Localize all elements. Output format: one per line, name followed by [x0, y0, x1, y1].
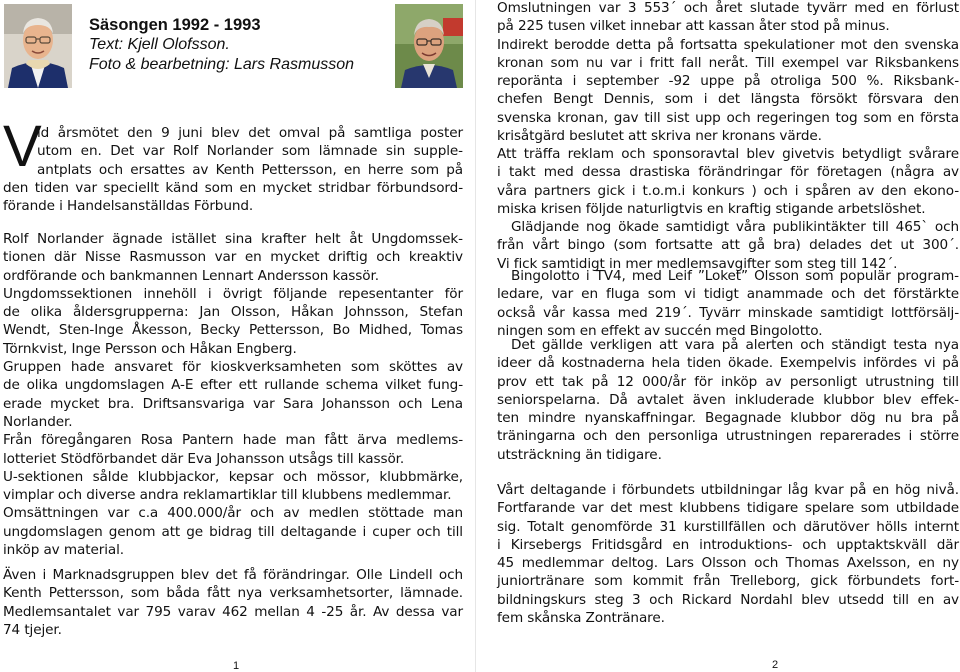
body-line: lotteriet Stödförbandet där Eva Johansson utsågs till kassör. [3, 450, 405, 467]
finance-line: svenska kronan, gav till sist upp och regeringen tog som en första [497, 109, 959, 126]
bingolotto-line: ledare, var en fluga som vi tidigt anammade och det förstärkte [497, 286, 959, 303]
season-title: Säsongen 1992 - 1993 [89, 16, 261, 34]
equipment-line: träningarna och den personliga utrustningen reparerades i större [497, 428, 959, 445]
sponsor-line: i takt med dessa drastiska förändringar för företagen (några av [497, 164, 959, 181]
body-line: Wendt, Sten-Inge Åkesson, Becky Pettersson, Bo Midhed, Tomas [3, 322, 463, 339]
body-line: Törnkvist, Inge Persson och Håkan Engberg. [3, 340, 297, 357]
author-credit: Text: Kjell Olofsson. [89, 36, 230, 53]
body-line: de olika ungdomslagen A-E efter ett rullande schema vilket fung- [3, 377, 463, 394]
intro-paragraph [3, 124, 463, 215]
finance-line: Omslutningen var 3 553´ och året slutade tyvärr med en förlust [497, 0, 959, 16]
bingolotto-line: ningen som en effekt av succén med Bingolotto. [497, 322, 823, 339]
equipment-line: prov ett tak på 12 000/år för inköp av personligt utrustning till [497, 373, 959, 390]
page-divider [475, 0, 476, 672]
equipment-line: utsträckning än tidigare. [497, 446, 662, 463]
body-line: Gruppen hade ansvaret för kioskverksamheten som sköttes av [3, 359, 463, 376]
bingolotto-line: också vår kassa med 219´. Tyvärr minskade samtidigt lottförsälj- [497, 304, 959, 321]
body-line: ordförande och bankmannen Lennart Andersson kassör. [3, 267, 379, 284]
intro-line: förande i Handelsanställdas Förbund. [3, 198, 254, 215]
finance-line: Indirekt berodde detta på fortsatta spekulationer mot den svenska [497, 36, 959, 53]
body-line: U-sektionen sålde klubbjackor, kepsar och mössor, klubbmärke, [3, 468, 463, 485]
equipment-line: Det gällde verkligen att vara på alerten och ständigt testa nya [511, 337, 959, 353]
page-number: 1 [233, 660, 240, 672]
income-paragraph [497, 218, 959, 273]
education-line: Fortfarande var det mest klubbens tidigare spelare som utbildade [497, 500, 959, 517]
intro-line: utom en. Det var Rolf Norlander som lämnade sin supple- [37, 143, 463, 160]
education-line: bildningskurs steg 3 och Rickard Nordahl blev utsedd till en av [497, 591, 959, 608]
finance-line: chefen Bengt Dennis, som i det längsta försökt försvara den [497, 91, 959, 108]
finance-line: kronan som nu var i fritt fall neråt. Till exempel var Riksbankens [497, 54, 959, 71]
body-line: Från föregångaren Rosa Pantern hade man fått ärva medlems- [3, 432, 463, 449]
education-line: sig. Totalt genomförde 31 kurstillfällen och därutöver hölls internt [497, 518, 959, 535]
body-line: inköp av material. [3, 542, 125, 559]
sponsor-paragraph [497, 145, 959, 218]
equipment-line: seniorspelarna. Då avtalet även inkluderade klubbor blev effek- [497, 391, 959, 408]
body-line: tionen där Nisse Rasmusson var en mycket driftig och kreaktiv [3, 249, 463, 266]
body-line: erade mycket bra. Driftsansvariga var Sara Johansson och Lena [3, 395, 463, 412]
finance-line: krisåtgärd beslutet att skriva ner kronans värde. [497, 128, 822, 145]
education-line: fem skånska Zontränare. [497, 610, 665, 627]
equipment-line: ideer då kostnaderna hela tiden ökade. Exempelvis infördes vi på [497, 355, 959, 372]
education-line: 45 medlemmar deltog. Lars Olsson och Thomas Axelsson, en ny [497, 555, 959, 572]
drop-cap: V [3, 114, 42, 179]
finance-line: på 225 tusen vilket innebar att kassan åter stod på minus. [497, 18, 890, 35]
body-line: Omsättningen var c.a 400.000/år och av medlen stöttade man [3, 505, 463, 522]
education-line: juniortränare som kommit från Trelleborg, gick förbundets fort- [497, 573, 959, 590]
body-line: Rolf Norlander ägnade istället sina krafter helt åt Ungdomssek- [3, 231, 463, 247]
body-line: ungdomslagen genom att ge bidrag till deltagande i cuper och till [3, 523, 463, 540]
sponsor-line: miska krisen följde naturligtvis en kraftig stigande arbetslöshet. [497, 200, 926, 217]
income-line: från vårt bingo (som fortsatte att gå bra) delades det ut 300´. [497, 237, 959, 254]
finance-paragraph [497, 0, 959, 145]
intro-line: antplats och ersattes av Kenth Pettersson, en herre som på [37, 161, 463, 178]
photo-credit: Foto & bearbetning: Lars Rasmusson [89, 56, 355, 73]
market-line: Medlemsantalet var 795 varav 462 mellan 4 -25 år. Av dessa var [3, 603, 463, 620]
body-line: Norlander. [3, 413, 73, 430]
body-line: Ungdomssektionen innehöll i övrigt följande repesentanter för [3, 285, 463, 302]
market-line: Även i Marknadsgruppen blev det få förändringar. Olle Lindell och [3, 567, 463, 583]
income-line: Vi fick samtidigt in mer medlemsavgifter som steg till 142´. [497, 255, 898, 272]
bingolotto-paragraph [497, 267, 959, 340]
body-line: de olika åldersgrupperna: Jan Olsson, Håkan Johnsson, Stefan [3, 304, 463, 321]
income-line: Glädjande nog ökade samtidigt våra publikintäkter till 465` och [511, 219, 959, 235]
market-line: Kenth Pettersson, som båda fått nya verksamhetsorter, lämnade. [3, 585, 463, 602]
intro-line: id årsmötet den 9 juni blev det omval på samtliga poster [37, 125, 463, 141]
finance-line: reporänta i september -92 uppe på otroliga 500 %. Riksbank- [497, 73, 959, 90]
education-line: i Kirsebergs Fritidsgård en introduktions- och upptaktskväll där [497, 536, 959, 553]
page-number: 2 [772, 659, 779, 671]
equipment-paragraph [497, 336, 959, 464]
portrait-photo-left [4, 4, 72, 88]
bingolotto-line: Bingolotto i TV4, med Leif ”Loket” Olsson som populär program- [511, 268, 959, 284]
body-line: vimplar och diverse andra reklamartiklar till klubbens medlemmar. [3, 487, 452, 504]
intro-line: den tiden var speciellt känd som en mycket stridbar förbundsord- [3, 179, 463, 196]
sponsor-line: våra partners gick i t.o.m.i konkurs ) och i spåren av den ekono- [497, 182, 959, 199]
education-line: Vårt deltagande i förbundets utbildningar låg kvar på en hög nivå. [497, 482, 959, 498]
education-paragraph [497, 481, 959, 627]
portrait-photo-right [395, 4, 463, 88]
market-group-paragraph [3, 566, 463, 639]
youth-section-paragraph [3, 230, 463, 559]
equipment-line: ten mindre nyanskaffningar. Begagnade klubbor dög nu bra på [497, 410, 959, 427]
sponsor-line: Att träffa reklam och sponsoravtal blev givetvis betydligt svårare [497, 146, 959, 162]
article-header [89, 15, 389, 75]
market-line: 74 tjejer. [3, 621, 62, 638]
